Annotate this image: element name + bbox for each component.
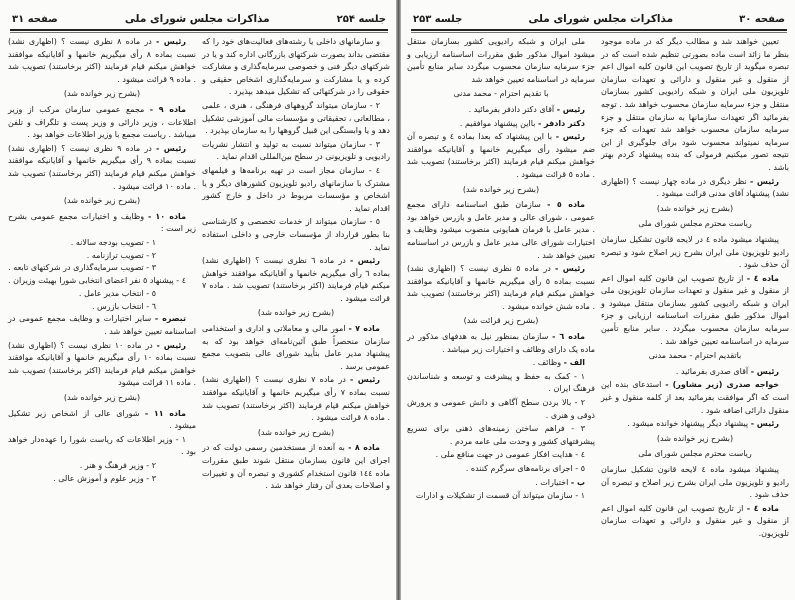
speaker-or-article-label: خواجه صدری (زیر مشاور) - [665, 380, 780, 390]
centered-line [202, 427, 390, 440]
paragraph [8, 313, 196, 338]
paragraph [202, 139, 390, 164]
paragraph [8, 408, 196, 433]
paragraph [8, 250, 196, 263]
speaker-or-article-label: رئیس - [350, 256, 380, 266]
column-left [8, 36, 196, 485]
paragraph-text: در ماده ۷ نظری نیست ؟ (اظهاری نشد) نسبت بماده ۷ رأی میگیریم خانمها و آقایانیکه موافقند خواهش میکنم قیام فرمایند (اکثر برخاستند) تصویب شد . ماده ۸ قرائت میشود . [202, 375, 390, 423]
paragraph-text: وظائف . [532, 358, 562, 368]
column-right [601, 36, 789, 542]
paragraph [601, 503, 789, 541]
paragraph-text: (بشرح زیر خوانده شد) [257, 308, 335, 318]
header-rule [10, 29, 388, 31]
paragraph-text: و سازمانهای داخلی یا رشته‌های فعالیت‌های خود را که مقتضی بداند بصورت شرکتهای بازرگانی اداره کند و یا در شرکتهای دیگر فنی و خصوصی سرمایه‌گذاری و مشارکت کرده و یا مشارکت و سرمایه‌گذاری اشخاص حقیقی و حقوقی را در شرکتهائی که تشکیل میدهد بپذیرد . [202, 37, 390, 97]
speaker-or-article-label: ماده ۱۱ - [144, 408, 186, 418]
paragraph [407, 463, 595, 476]
paragraph [8, 434, 196, 459]
paragraph [8, 275, 196, 288]
paragraph-text: نظر دیگری در ماده چهار نیست ؟ (اظهاری نشد) پیشنهاد آقای مدنی قرائت میشود . [601, 176, 789, 199]
speaker-or-article-label: ب - [570, 477, 585, 487]
paragraph-text: آقای صدری بفرمائید . [675, 366, 749, 376]
paragraph-text: پیشنهاد دیگر پیشنهاد خوانده میشود . [627, 419, 749, 429]
paragraph-text: ریاست محترم مجلس شورای ملی [638, 219, 752, 229]
speaker-or-article-label: رئیس - [749, 176, 780, 186]
centered-line [202, 307, 390, 320]
column-left [407, 36, 595, 504]
paragraph-text: ٥ - اجرای برنامه‌های سرگرم کننده . [465, 464, 585, 473]
paragraph [407, 104, 595, 117]
centered-line [8, 195, 196, 208]
paragraph-text: به آنعده از مستخدمین رسمی دولت که در اجرای این قانون بسازمان منتقل شوند طبق مقررات ماده ١٤٤ قانون استخدام کشوری و تبصره آن و تغییرات و اصلاحات بعدی آن رفتار خواهد شد . [202, 443, 390, 491]
session-number: جلسه ۲۵۳ [413, 13, 463, 25]
paragraph-text: ۱ - کمک به حفظ و پیشرفت و توسعه و شناساندن فرهنگ ایران . [407, 371, 595, 394]
speaker-or-article-label: رئیس - [556, 104, 585, 114]
page-header [413, 10, 785, 28]
paragraph-text: (بشرح زیر خوانده شد) [63, 393, 141, 403]
paragraph-text: با این پیشنهاد که بعدا بماده ٤ و تبصره آن ضم میشود رأی میگیریم خانمها و آقایانیکه موافقند خواهش میکنم قیام فرمایند (اکثر برخاستند) تصویب شد . ماده ٥ قرائت میشود . [407, 132, 595, 179]
paragraph-text: ریاست محترم مجلس شورای ملی [638, 449, 752, 459]
paragraph-text: بااین پیشنهاد موافقیم . [459, 118, 536, 128]
paragraph [407, 263, 595, 313]
paragraph-text: در ماده ٥ نظری نیست ؟ (اظهاری نشد) نسبت بماده ٥ رأی میگیریم خانمها و آقایانیکه موافقند خواهش میکنم قیام فرمایند (اکثر برخاستند) تصویب شد . ماده شش خوانده میشود . [407, 264, 595, 311]
centered-line [8, 392, 196, 405]
paragraph [407, 36, 595, 86]
speaker-or-article-label: رئیس - [156, 340, 186, 350]
paragraph [202, 36, 390, 99]
centered-line [407, 88, 595, 101]
speaker-or-article-label: رئیس - [156, 143, 186, 153]
column-right [202, 36, 390, 494]
speaker-or-article-label: ماده ٤ - [746, 273, 780, 283]
paragraph-text: ٦ - انتخاب بازرس . [91, 301, 156, 311]
paragraph-text: امور مالی و معاملاتی و اداری و استخدامی سازمان منحصراً طبق آئین‌نامه‌ای خواهد بود که به پیشنهاد مدیر عامل بتأیید شورای عالی بتصویب مجمع عمومی برسد . [202, 324, 390, 371]
paragraph-text: در ماده ۹ نظری نیست ؟ (اظهاری نشد) نسبت بماده ۹ رأی میگیریم خانمها و آقایانیکه موافقند خواهش میکنم قیام فرمایند (اکثر برخاستند) تصویب شد . ماده ۱۰ قرائت میشود . [8, 143, 196, 191]
header-rule [411, 29, 787, 31]
paragraph [407, 490, 595, 503]
paragraph-text: (بشرح زیر خوانده شد) [63, 89, 141, 99]
centered-line [601, 218, 789, 231]
running-title: مذاکرات مجلس شورای ملی [124, 13, 270, 25]
paragraph-text: ۱ - وزیر اطلاعات که ریاست شورا را عهده‌دار خواهد بود . [8, 434, 196, 457]
centered-line [8, 88, 196, 101]
paragraph-text: ٤ - هدایت افکار عمومی در جهت منافع ملی . [435, 450, 585, 460]
paragraph [407, 449, 595, 462]
paragraph-text: پیشنهاد میشود ماده ٤ لایحه قانون تشکیل سازمان رادیو و تلویزیون ملی ایران بشرح زیر اصلاح و تبصره آن حذف شود . [601, 465, 789, 500]
paragraph-text: با تقدیم احترام - محمد مدنی [453, 89, 549, 99]
page-header [12, 10, 386, 28]
speaker-or-article-label: ماده ۱۰ - [147, 211, 187, 221]
paragraph-text: ٤ - پیشنهاد ٥ نفر اعضای انتخابی شورا بهیئت وزیران . [7, 275, 186, 285]
paragraph [8, 143, 196, 193]
centered-line [601, 433, 789, 446]
speaker-or-article-label: ماده ۹ - [149, 104, 187, 114]
paragraph [601, 379, 789, 417]
paragraph [407, 357, 595, 370]
paragraph-text: (بشرح زیر خوانده شد) [656, 433, 734, 443]
page-number: صفحه ۳۱ [12, 13, 58, 25]
centered-line [407, 315, 595, 328]
paragraph [601, 418, 789, 431]
paragraph-text: (بشرح زیر خوانده شد) [462, 184, 540, 194]
paragraph-text: (بشرح زیر خوانده شد) [63, 196, 141, 206]
paragraph-text: باتقدیم احترام - محمد مدنی [648, 351, 742, 361]
paragraph-text: ۲ - سازمان میتواند گروههای فرهنگی ، هنری ، علمی ، مطالعاتی ، تحقیقاتی و مؤسسات مالی آموزشی تشکیل دهد و یا وابستگی این قبیل گروهها را به سازمان بپذیرد . [202, 100, 390, 136]
paragraph-text: در ماده ۸ نظری نیست ؟ (اظهاری نشد) نسبت بماده ۸ رأی میگیریم خانمها و آقایانیکه موافقند خواهش میکنم قیام فرمایند (اکثر برخاستند) تصویب شد . ماده ۹ قرائت میشود . [8, 37, 196, 84]
speaker-or-article-label: دکتر دادفر - [537, 118, 585, 128]
paragraph-text: ۳ - تصویب سرمایه‌گذاری در شرکتهای تابعه . [8, 263, 156, 273]
paragraph-text: ۱ - تصویب بودجه سالانه . [70, 237, 156, 247]
paragraph [407, 423, 595, 448]
speaker-or-article-label: رئیس - [750, 419, 779, 429]
paragraph [407, 371, 595, 396]
paragraph-text: اختیارات . [535, 477, 569, 487]
page-right [401, 0, 795, 600]
paragraph [202, 323, 390, 373]
paragraph-text: ۲ - تصویب ترازنامه . [86, 250, 156, 260]
paragraph-text: سازمان طبق اساسنامه دارای مجمع عمومی ، شورای عالی و مدیر عامل و بازرس خواهد بود . مدیر عامل با فرمان همایونی منصوب میشود وظایف و اختیارات شورای عالی مدیر عامل و بازرس در اساسنامه تعیین خواهد شد . [407, 200, 595, 260]
paragraph-text: مجمع عمومی سازمان مرکب از وزیر اطلاعات ، وزیر دارائی و وزیر پست و تلگراف و تلفن میباشد . ریاست مجمع با وزیر اطلاعات خواهد بود . [8, 104, 196, 140]
paragraph [407, 477, 595, 490]
paragraph [601, 366, 789, 379]
paragraph [407, 397, 595, 422]
speaker-or-article-label: رئیس - [750, 366, 779, 376]
speaker-or-article-label: ماده ۷ - [348, 324, 381, 334]
paragraph [202, 100, 390, 138]
paragraph [8, 104, 196, 142]
paragraph-text: ۳ - سازمان میتواند نسبت به تولید و انتشار نشریات رادیویی و تلویزیونی در سطح بین‌المللی اقدام نماید . [202, 139, 390, 162]
paragraph-text: ٥ - سازمان میتواند از خدمات تخصصی و کارشناسی بنا بطور قرارداد از مؤسسات خارجی و داخلی استفاده نماید . [202, 217, 390, 252]
page-number: صفحه ۳۰ [739, 13, 785, 25]
centered-line [601, 448, 789, 461]
paragraph [8, 473, 196, 486]
speaker-or-article-label: ماده ٥ - [547, 200, 586, 210]
paragraph-text: ۱ - سازمان میتواند آن قسمت از تشکیلات و ادارات [415, 491, 585, 501]
paragraph [601, 273, 789, 349]
paragraph [202, 255, 390, 305]
paragraph [407, 199, 595, 262]
paragraph-text: ۲ - وزیر فرهنگ و هنر . [79, 461, 156, 470]
paragraph [8, 211, 196, 236]
header-rule-thin [411, 32, 787, 33]
paragraph [8, 237, 196, 250]
session-number: جلسه ۲۵۴ [336, 13, 386, 25]
paragraph [601, 234, 789, 272]
paragraph-text: وظایف و اختیارات مجمع عمومی بشرح زیر است : [8, 211, 196, 234]
page-left [0, 0, 396, 600]
paragraph [202, 442, 390, 492]
centered-line [601, 350, 789, 363]
paragraph [407, 118, 595, 131]
paragraph-text: شورای عالی از اشخاص زیر تشکیل میشود . [8, 408, 196, 431]
paragraph [601, 176, 789, 201]
speaker-or-article-label: الف - [563, 358, 585, 368]
speaker-or-article-label: رئیس - [555, 132, 585, 142]
centered-line [407, 184, 595, 197]
paragraph-text: پیشنهاد میشود ماده ٤ در لایحه قانون تشکیل سازمان رادیو تلویزیون ملی ایران بشرح زیر اصلاح شود و تبصره آن حذف شود . [601, 234, 789, 270]
paragraph-text: در ماده ۱۰ نظری نیست ؟ (اظهاری نشد) نسبت بماده ۱۰ رأی میگیریم خانمها و آقایانیکه موافقند خواهش میکنم قیام فرمایند (اکثر برخاستند) تصویب شد . ماده ۱۱ قرائت میشود [8, 340, 196, 388]
paragraph-text: آقای دکتر دادفر بفرمائید . [468, 104, 555, 114]
paragraph [8, 340, 196, 390]
speaker-or-article-label: ماده ۸ - [348, 443, 381, 453]
speaker-or-article-label: ماده ٤ - [746, 503, 780, 513]
paragraph-text: ملی ایران و شبکه رادیویی کشور بسازمان منتقل میشود اموال مذکور طبق مقررات اساسنامه ارزیابی و جزء سرمایه سازمان محسوب میگردد سایر منابع تأمین سرمایه در اساسنامه تعیین خواهد شد [407, 37, 595, 84]
paragraph-text: ۲ - بالا بردن سطح آگاهی و دانش عمومی و پرورش ذوقی و هنری . [407, 398, 595, 420]
paragraph [601, 36, 789, 175]
paragraph [202, 374, 390, 424]
paragraph-text: ٥ - انتخاب مدیر عامل . [78, 289, 156, 299]
speaker-or-article-label: رئیس - [350, 375, 380, 385]
paragraph-text: استدعای بنده این است که اگر موافقت بفرمائید بعد از کلمه منقول و غیر منقول دارائی اضافه شود . [601, 380, 789, 415]
header-rule-thin [10, 32, 388, 33]
paragraph-text: ۳ - وزیر علوم و آموزش عالی . [53, 473, 156, 483]
paragraph [202, 216, 390, 254]
centered-line [601, 203, 789, 216]
paragraph [8, 262, 196, 275]
paragraph [202, 165, 390, 215]
paragraph-text: از تاریخ تصویب این قانون کلیه اموال اعم از منقول و غیر منقول و تعهدات سازمان تلویزیون ملی ایران و شبکه رادیویی کشور بسازمان منتقل میشود و اموال مذکور طبق مقررات اساسنامه ارزیابی و جزء سرمایه سازمان محسوب میگردد . سایر منابع تأمین سرمایه در اساسنامه تعیین خواهد شد . [601, 273, 789, 346]
paragraph-text: در ماده ٦ نظری نیست ؟ (اظهاری نشد) بماده ٦ رأی میگیریم خانمها و آقایانیکه موافقند خواهش میکنم قیام فرمایند (اکثر برخاستند) تصویب شد . ماده ۷ قرائت میشود . [202, 256, 390, 303]
speaker-or-article-label: ماده ٦ - [552, 332, 586, 342]
paragraph [407, 331, 595, 356]
paragraph-text: سایر اختیارات و وظایف مجمع عمومی در اساسنامه تعیین خواهد شد . [8, 314, 196, 337]
running-title: مذاکرات مجلس شورای ملی [528, 13, 674, 25]
paragraph-text: (بشرح زیر خوانده شد) [656, 203, 734, 213]
paragraph [8, 288, 196, 301]
paragraph-text: (بشرح زیر قرائت شد) [463, 316, 539, 326]
paragraph [407, 131, 595, 181]
paragraph-text: سازمان بمنظور نیل به هدفهای مذکور در ماده یک دارای وظائف و اختیارات زیر میباشد . [407, 332, 595, 354]
paragraph-text: تعیین خواهند شد و مطالب دیگر که در ماده موجود بنظر ما زائد است ماده بصورتی تنظیم شده است که در تبصره میگوید از تاریخ تصویب این قانون کلیه اموال اعم از منقول و غیر منقول و دارائی و تعهدات سازمان تلویزیون ملی ایران و شبکه رادیویی کشور بسازمان منتقل و جزء سرمایه سازمان محسوب خواهد شد . توجه بفرمائید اگر تعهدات سازمانها به سازمان منتقل و جزء سرمایه سازمان محسوب خواهد شد تعهدات که جزء سرمایه نمیتواند محسوب شود برای جلوگیری از این نتیجه تصور میکنیم فرمولی که بنده پیشنهاد کردم بهتر باشد . [601, 37, 789, 172]
speaker-or-article-label: رئیس - [156, 37, 186, 46]
speaker-or-article-label: تبصره - [154, 314, 186, 324]
paragraph [8, 460, 196, 473]
speaker-or-article-label: رئیس - [555, 264, 585, 274]
paragraph-text: ٤ - سازمان مجاز است در تهیه برنامه‌ها و فیلمهای مشترک با سازمانهای رادیو تلویزیون کشورهای دیگر و یا اشخاص و مؤسسات مربوط در داخل و خارج کشور اقدام نماید . [202, 165, 390, 213]
paragraph-text: ۳ - فراهم ساختن زمینه‌های ذهنی برای تسریع پیشرفتهای کشور و وحدت ملی عامه مردم . [407, 424, 595, 446]
paragraph-text: از تاریخ تصویب این قانون کلیه اموال اعم از منقول و غیر منقول و دارائی و تعهدات سازمان تلویزیون. [601, 503, 789, 538]
paragraph [8, 36, 196, 86]
paragraph [8, 301, 196, 314]
paragraph [601, 464, 789, 502]
paragraph-text: (بشرح زیر خوانده شد) [257, 427, 335, 437]
